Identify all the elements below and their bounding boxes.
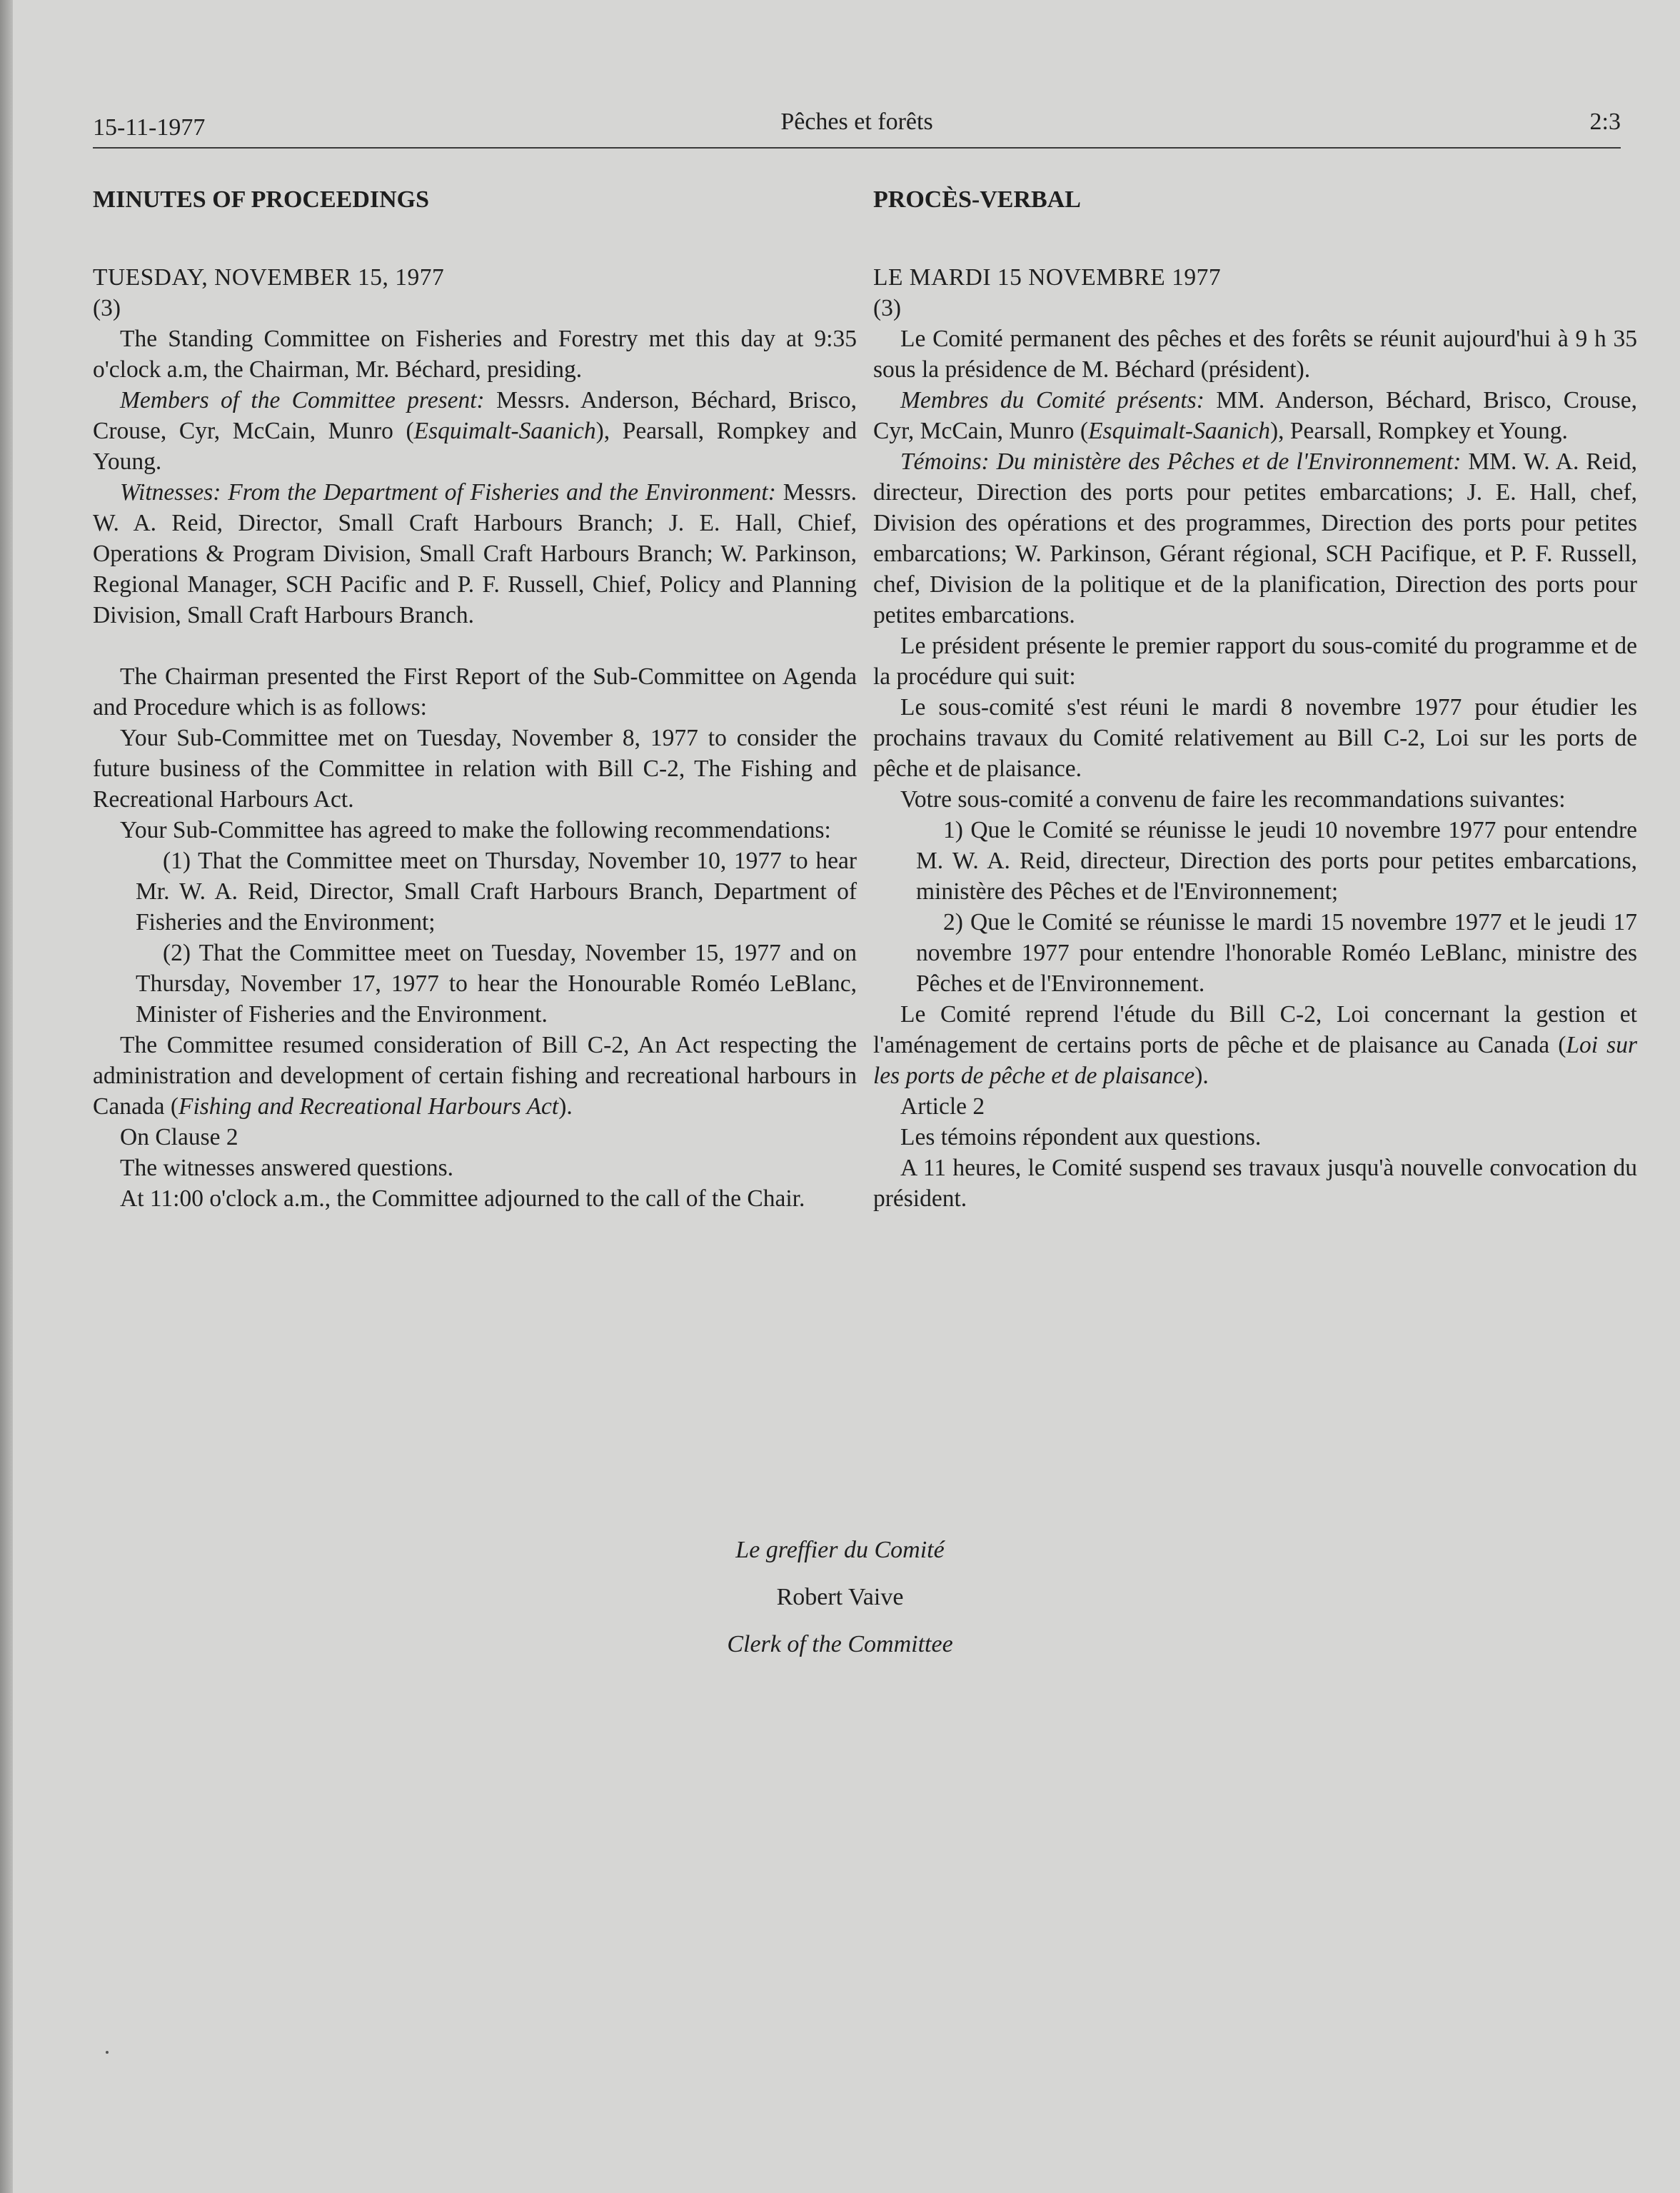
english-adjourned: At 11:00 o'clock a.m., the Committee adjourned to the call of the Chair. (120, 1185, 805, 1212)
french-members-text-2: ), Pearsall, Rompkey et Young. (1270, 418, 1568, 444)
english-resumed-paragraph (93, 1030, 857, 1122)
french-members-label: Membres du Comité présents: (900, 387, 1204, 413)
english-members-riding: Esquimalt-Saanich (413, 418, 596, 444)
french-witnesses-paragraph (873, 446, 1637, 631)
english-column (93, 184, 857, 1214)
clerk-name: Robert Vaive (776, 1584, 904, 1610)
english-members-label: Members of the Committee present: (120, 387, 485, 413)
english-resumed-text-1: The Committee resumed consideration of Bill C-2, An Act respecting the administration and development of certain fishing and recreational harbours in Canada ( (93, 1032, 857, 1120)
page-binding-edge (0, 0, 13, 2193)
running-header (93, 107, 1621, 149)
print-speck (106, 2051, 109, 2054)
french-members-paragraph (873, 385, 1637, 446)
english-sitting-number: (3) (93, 295, 121, 321)
french-recommendation-2: 2) Que le Comité se réunisse le mardi 15 novembre 1977 et le jeudi 17 novembre 1977 pour entendre l'honorable Roméo LeBlanc, ministre des Pêches et de l'Environnement. (916, 909, 1637, 997)
french-met-paragraph: Le sous-comité s'est réuni le mardi 8 novembre 1977 pour étudier les prochains travaux du Comité relativement au Bill C-2, Loi sur les ports de pêche et de plaisance. (873, 694, 1637, 782)
clerk-title-french: Le greffier du Comité (735, 1537, 945, 1563)
english-opening-paragraph: The Standing Committee on Fisheries and Forestry met this day at 9:35 o'clock a.m, the Chairman, Mr. Béchard, presiding. (93, 326, 857, 383)
english-members-text-1: Messrs. Anderson, Béchard, Brisco, Crouse, Cyr, McCain, Munro ( (93, 387, 857, 444)
english-witnesses-label: Witnesses: From the Department of Fisheries and the Environment: (120, 479, 776, 506)
header-title: Pêches et forêts (780, 109, 933, 135)
french-report-paragraph: Le président présente le premier rapport du sous-comité du programme et de la procédure qui suit: (873, 633, 1637, 690)
english-answered: The witnesses answered questions. (120, 1155, 454, 1181)
english-agreed-paragraph: Your Sub-Committee has agreed to make the following recommendations: (120, 817, 831, 843)
english-recommendation-2: (2) That the Committee meet on Tuesday, November 15, 1977 and on Thursday, November 17, 1977 to hear the Honourable Roméo LeBlanc, Minister of Fisheries and the Environment. (136, 940, 857, 1028)
french-resumed-text-2: ). (1194, 1063, 1209, 1089)
english-witnesses-text: Messrs. W. A. Reid, Director, Small Craft Harbours Branch; J. E. Hall, Chief, Operations & Program Division, Small Craft Harbours Branch; W. Parkinson, Regional Manager, SCH Pacific and P. F. Russell, Chief, Policy and Planning Division, Small Craft Harbours Branch. (93, 479, 857, 628)
french-witnesses-label: Témoins: Du ministère des Pêches et de l'Environnement: (900, 448, 1462, 475)
english-members-text-2: ), Pearsall, Rompkey and Young. (93, 418, 857, 475)
english-sitting-date: TUESDAY, NOVEMBER 15, 1977 (93, 264, 445, 291)
french-sitting-date: LE MARDI 15 NOVEMBRE 1977 (873, 264, 1222, 291)
english-met-paragraph: Your Sub-Committee met on Tuesday, November 8, 1977 to consider the future business of the Committee in relation with Bill C-2, The Fishing and Recreational Harbours Act. (93, 725, 857, 813)
french-witnesses-text: MM. W. A. Reid, directeur, Direction des ports pour petites embarcations; J. E. Hall, chef, Division des opérations et des programmes, Direction des ports pour petites embarcations; W. Parkinson, Gérant régional, SCH Pacifique, et P. F. Russell, chef, Division de la politique et de la planification, Direction des ports pour petites embarcations. (873, 448, 1637, 628)
french-heading: PROCÈS-VERBAL (873, 186, 1081, 213)
french-opening-paragraph: Le Comité permanent des pêches et des forêts se réunit aujourd'hui à 9 h 35 sous la présidence de M. Béchard (président). (873, 326, 1637, 383)
french-members-text-1: MM. Anderson, Béchard, Brisco, Crouse, Cyr, McCain, Munro ( (873, 387, 1638, 444)
french-agreed-paragraph: Votre sous-comité a convenu de faire les recommandations suivantes: (900, 786, 1566, 813)
clerk-title-english: Clerk of the Committee (727, 1631, 953, 1657)
english-report-paragraph: The Chairman presented the First Report of the Sub-Committee on Agenda and Procedure which is as follows: (93, 663, 857, 721)
english-heading: MINUTES OF PROCEEDINGS (93, 186, 430, 213)
french-sitting-number: (3) (873, 295, 902, 321)
french-resumed-text-1: Le Comité reprend l'étude du Bill C-2, Loi concernant la gestion et l'aménagement de certains ports de pêche et de plaisance au Canada ( (873, 1001, 1637, 1058)
english-witnesses-paragraph (93, 477, 857, 631)
french-recommendation-1: 1) Que le Comité se réunisse le jeudi 10 novembre 1977 pour entendre M. W. A. Reid, directeur, Direction des ports pour petites embarcations, ministère des Pêches et de l'Environnement; (916, 817, 1637, 905)
header-date: 15-11-1977 (93, 114, 206, 141)
french-answered: Les témoins répondent aux questions. (900, 1124, 1262, 1150)
french-adjourned: A 11 heures, le Comité suspend ses travaux jusqu'à nouvelle convocation du président. (873, 1155, 1637, 1212)
english-resumed-text-2: ). (558, 1093, 573, 1120)
clerk-signature-block (0, 1527, 1680, 1668)
english-act-title: Fishing and Recreational Harbours Act (178, 1093, 559, 1120)
french-resumed-paragraph (873, 999, 1637, 1091)
french-members-riding: Esquimalt-Saanich (1088, 418, 1271, 444)
french-column (873, 184, 1637, 1214)
english-recommendation-1: (1) That the Committee meet on Thursday, November 10, 1977 to hear Mr. W. A. Reid, Director, Small Craft Harbours Branch, Department of Fisheries and the Environment; (136, 848, 857, 935)
english-members-paragraph (93, 385, 857, 477)
french-clause: Article 2 (900, 1093, 985, 1120)
french-act-title: Loi sur les ports de pêche et de plaisance (873, 1032, 1637, 1089)
english-clause: On Clause 2 (120, 1124, 238, 1150)
header-page-number: 2:3 (1589, 109, 1621, 135)
